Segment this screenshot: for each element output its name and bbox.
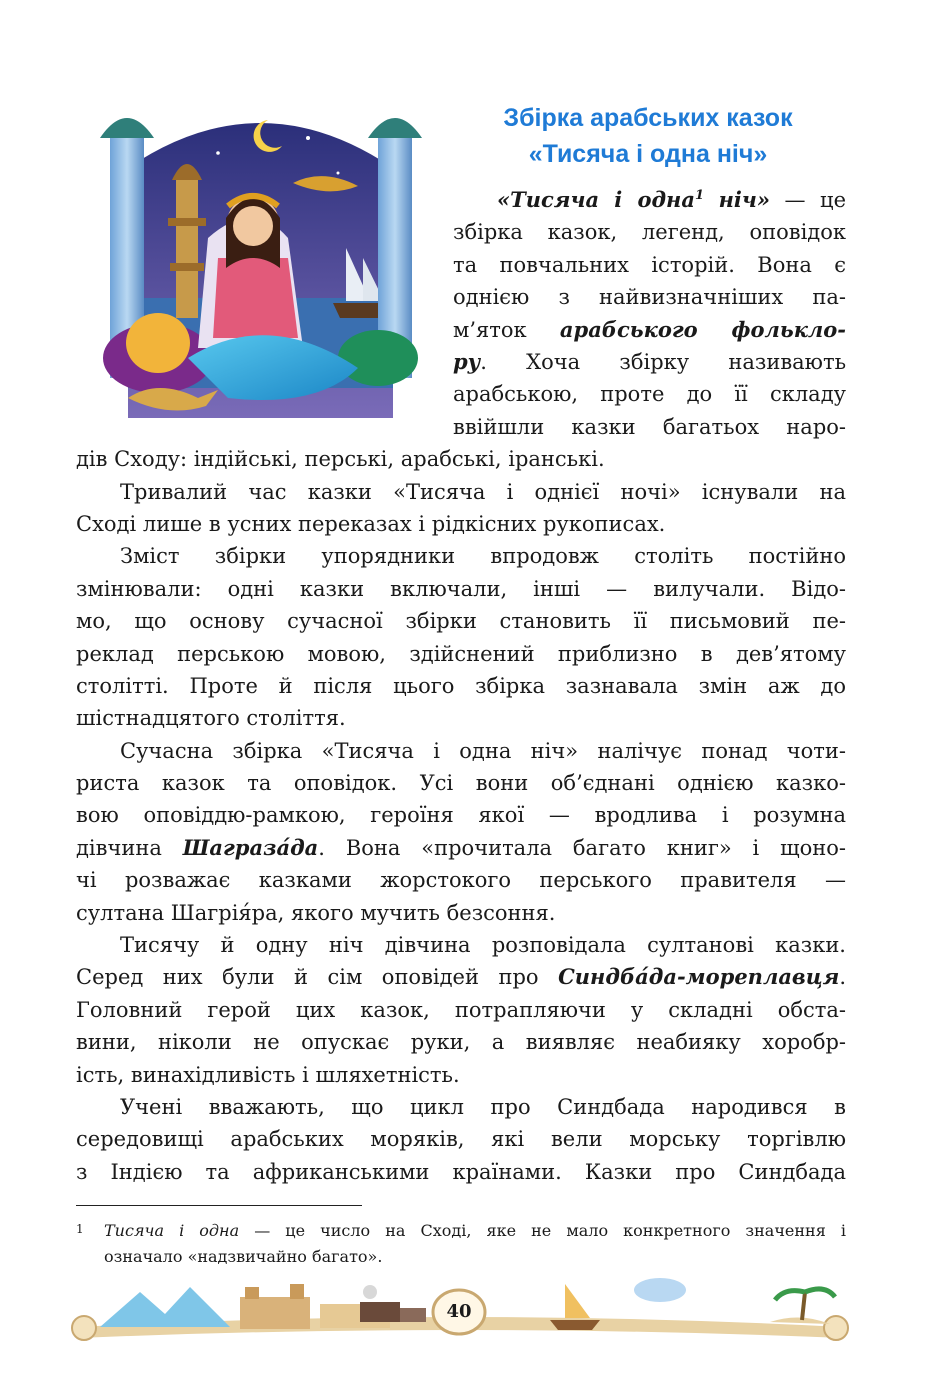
- paragraph-line: Учені вважають, що цикл про Синдбада народився в: [120, 1095, 846, 1119]
- book-title: «Тисяча і одна: [497, 187, 695, 212]
- term-sinbad: Синдба́да-мореплавця: [558, 964, 840, 990]
- paragraph-line: ість, винахідливість і шляхетність.: [76, 1062, 460, 1087]
- book-title-end: ніч»: [718, 187, 770, 212]
- paragraph-line: чі розважає казками жорстокого перського правителя —: [76, 868, 846, 893]
- paragraph-line: вою оповіддю-рамкою, героїня якої — вродлива і розумна: [76, 803, 846, 828]
- paragraph-line: середовищі арабських моряків, які вели морську торгівлю: [76, 1127, 846, 1152]
- sailboat-icon: [550, 1284, 600, 1330]
- heading-line-2: «Тисяча і одна ніч»: [528, 140, 768, 168]
- intro-line: дів Сходу: індійські, перські, арабські, іранські.: [76, 447, 605, 472]
- paragraph-line: Сучасна збірка «Тисяча і одна ніч» налічує понад чоти-: [120, 738, 846, 763]
- intro-paragraph: [453, 184, 846, 443]
- term-arabic-folklore-end: ру: [453, 348, 481, 374]
- paragraph-line: Зміст збірки упорядники впродовж століть постійно: [120, 544, 846, 569]
- paragraph-line: дівчина Шаграза́да. Вона «прочитала багато книг» і щоно-: [76, 834, 846, 860]
- page-number: 40: [446, 1301, 472, 1322]
- paragraph-line: султана Шагрія́ра, якого мучить безсоння.: [76, 900, 556, 925]
- footnote-number: 1: [76, 1222, 84, 1236]
- scheherazade-illustration: [88, 98, 433, 423]
- paragraph-line: Тисячу й одну ніч дівчина розповідала султанові казки.: [120, 933, 846, 958]
- footnote-line: означало «надзвичайно багато».: [104, 1247, 383, 1266]
- intro-line: арабською, проте до її складу: [453, 382, 846, 407]
- heading-line-1: Збірка арабських казок: [503, 104, 793, 132]
- paragraph-line: змінювали: одні казки включали, інші — вилучали. Відо-: [76, 576, 846, 601]
- footnote-term: Тисяча і одна: [104, 1221, 240, 1240]
- footnote-line: Тисяча і одна — це число на Сході, яке не мало конкретного значення і: [104, 1221, 846, 1240]
- paragraph-line: шістнадцятого століття.: [76, 706, 346, 731]
- intro-line: збірка казок, легенд, оповідок: [453, 220, 846, 245]
- fortress-icon: [240, 1284, 310, 1329]
- paragraph-line: вини, ніколи не опускає руки, а виявляє неабияку хоробр-: [76, 1030, 846, 1055]
- paragraph-line: мо, що основу сучасної збірки становить її письмовий пе-: [76, 609, 846, 634]
- mountains-icon: [100, 1287, 230, 1327]
- intro-line: однією з найвизначніших па-: [453, 285, 846, 310]
- intro-line: ввійшли казки багатьох наро-: [453, 414, 846, 439]
- airship-icon: [634, 1278, 686, 1302]
- main-text: [76, 443, 846, 1188]
- paragraph-line: столітті. Проте й після цього збірка зазнавала змін аж до: [76, 673, 846, 698]
- palm-island-icon: [770, 1289, 835, 1324]
- section-heading: [448, 100, 848, 172]
- term-scheherazade: Шаграза́да: [182, 834, 319, 860]
- footnote-rule: [76, 1205, 362, 1206]
- train-icon: [360, 1285, 426, 1322]
- term-arabic-folklore: арабського фолькло-: [559, 316, 846, 342]
- paragraph-line: Серед них були й сім оповідей про Синдба́да-мореплавця.: [76, 964, 846, 990]
- intro-line: м’яток арабського фолькло-: [453, 316, 846, 342]
- paragraph-line: риста казок та оповідок. Усі вони об’єднані однією казко-: [76, 771, 846, 796]
- paragraph-line: з Індією та африканськими країнами. Казки про Синдбада: [76, 1159, 846, 1184]
- footnote: [76, 1218, 846, 1270]
- paragraph-line: Сході лише в усних переказах і рідкісних рукописах.: [76, 511, 666, 536]
- intro-line: ру. Хоча збірку називають: [453, 348, 846, 374]
- intro-line: «Тисяча і одна$^1$ ніч» — це: [497, 187, 846, 212]
- footnote-mark: 1: [694, 188, 705, 203]
- paragraph-line: реклад перською мовою, здійснений приблизно в дев’ятому: [76, 641, 846, 666]
- intro-line: та повчальних історій. Вона є: [453, 252, 846, 277]
- paragraph-line: Головний герой цих казок, потрапляючи у складні обста-: [76, 997, 846, 1022]
- paragraph-line: Тривалий час казки «Тисяча і однієї ночі» існували на: [120, 479, 846, 504]
